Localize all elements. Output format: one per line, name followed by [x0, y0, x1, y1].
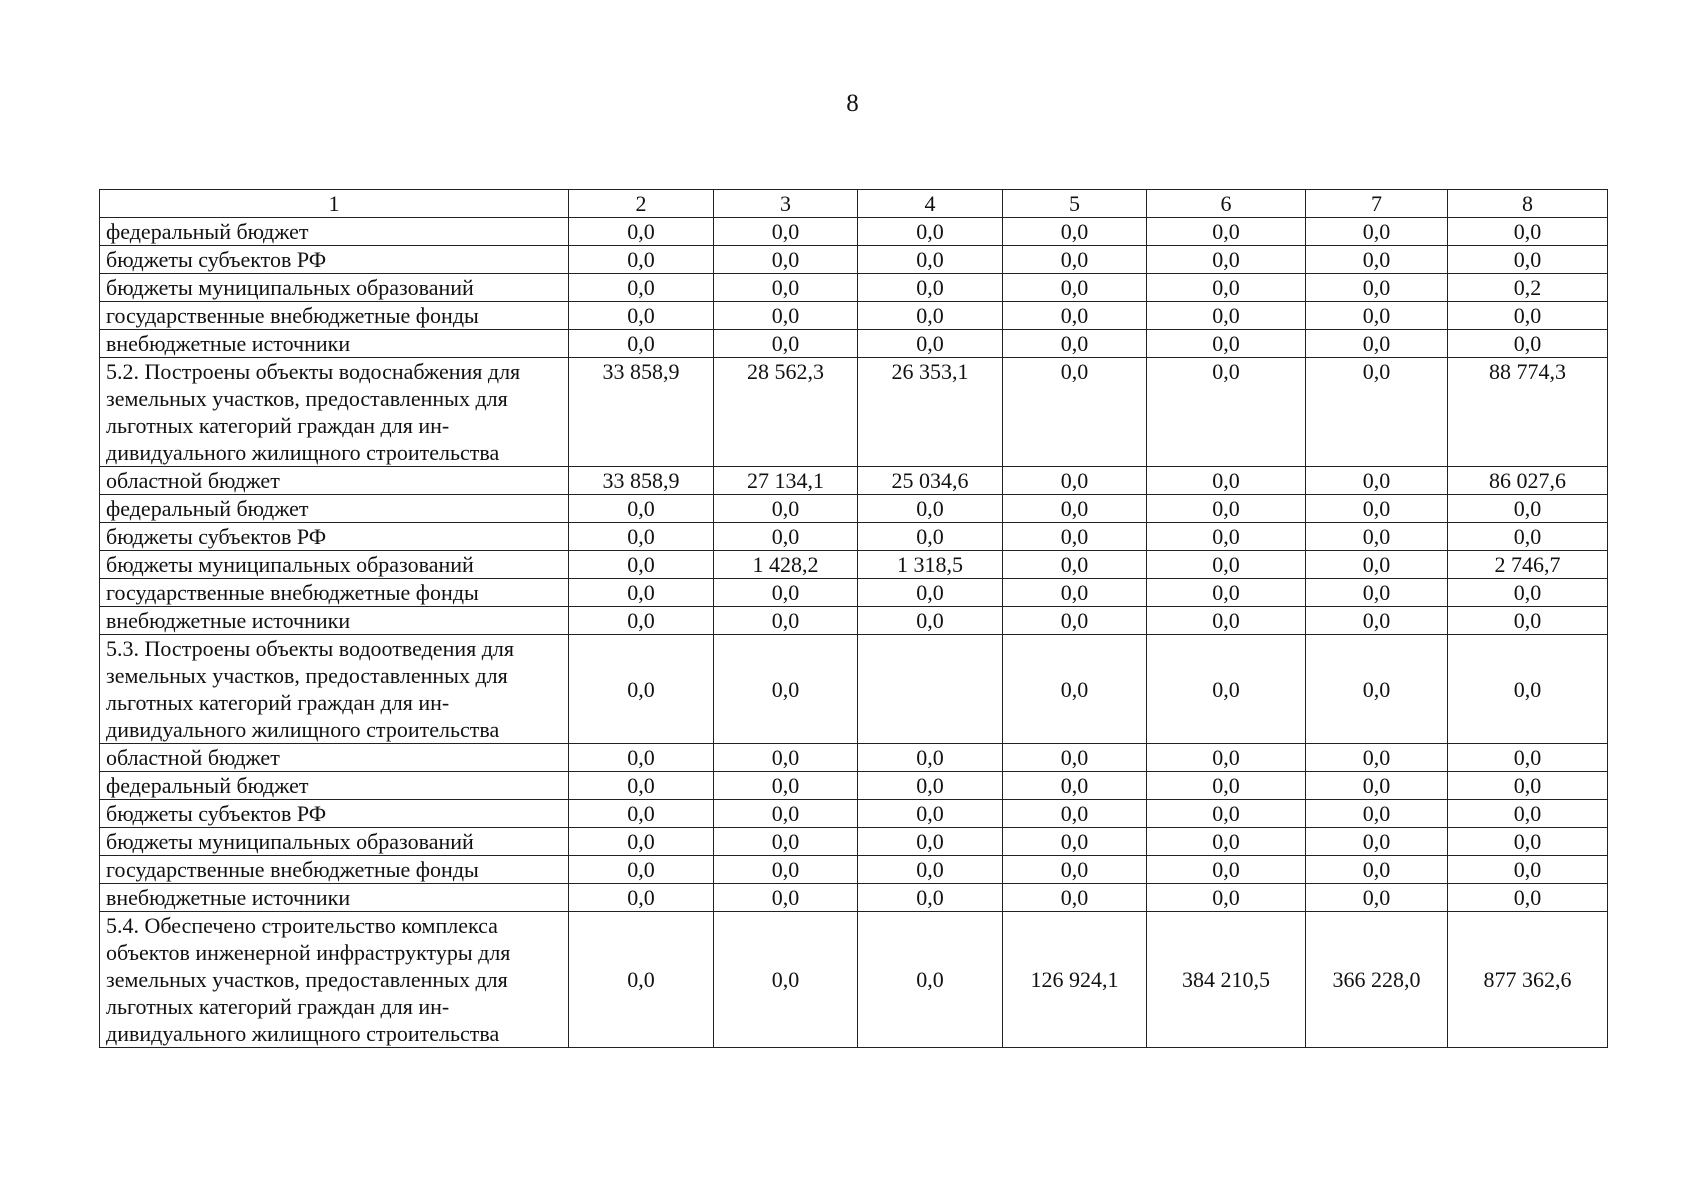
value-cell: 0,0: [858, 579, 1003, 607]
value-cell: 0,0: [1448, 884, 1608, 912]
value-cell: 0,0: [1306, 579, 1448, 607]
value-cell: 0,0: [1147, 800, 1306, 828]
column-number-header: 3: [714, 190, 858, 218]
value-cell: 0,0: [714, 856, 858, 884]
budget-source-cell: государственные внебюджетные фонды: [100, 856, 569, 884]
value-cell: 0,0: [1448, 246, 1608, 274]
value-cell: 877 362,6: [1448, 912, 1608, 1048]
value-cell: [858, 635, 1003, 744]
budget-source-cell: бюджеты муниципальных образований: [100, 274, 569, 302]
budget-source-cell: федеральный бюджет: [100, 495, 569, 523]
value-cell: 0,0: [858, 772, 1003, 800]
value-cell: 0,0: [569, 744, 714, 772]
value-cell: 0,0: [714, 828, 858, 856]
value-cell: 0,0: [1448, 330, 1608, 358]
value-cell: 27 134,1: [714, 467, 858, 495]
value-cell: 0,0: [1147, 856, 1306, 884]
value-cell: 0,0: [1003, 744, 1147, 772]
value-cell: 0,0: [569, 635, 714, 744]
table-row: [100, 467, 1608, 495]
value-cell: 0,0: [1306, 218, 1448, 246]
value-cell: 0,0: [1448, 218, 1608, 246]
value-cell: 0,0: [1003, 856, 1147, 884]
page-number: 8: [846, 90, 859, 117]
table-row: [100, 551, 1608, 579]
table-row: [100, 744, 1608, 772]
value-cell: 0,0: [1448, 579, 1608, 607]
value-cell: 0,0: [1448, 828, 1608, 856]
value-cell: 0,0: [858, 912, 1003, 1048]
value-cell: 0,0: [569, 523, 714, 551]
value-cell: 0,0: [1147, 467, 1306, 495]
budget-table: [99, 189, 1608, 1048]
value-cell: 0,0: [1448, 800, 1608, 828]
value-cell: 0,0: [1003, 579, 1147, 607]
table-section-row: [100, 912, 1608, 1048]
table-section-row: [100, 358, 1608, 467]
value-cell: 0,0: [569, 856, 714, 884]
value-cell: 0,0: [569, 246, 714, 274]
value-cell: 0,0: [1147, 218, 1306, 246]
value-cell: 0,0: [1003, 551, 1147, 579]
budget-source-cell: внебюджетные источники: [100, 884, 569, 912]
value-cell: 0,0: [858, 274, 1003, 302]
value-cell: 0,0: [1306, 274, 1448, 302]
value-cell: 26 353,1: [858, 358, 1003, 467]
value-cell: 384 210,5: [1147, 912, 1306, 1048]
value-cell: 0,0: [714, 884, 858, 912]
value-cell: 0,0: [858, 744, 1003, 772]
value-cell: 0,0: [1003, 772, 1147, 800]
budget-source-cell: внебюджетные источники: [100, 607, 569, 635]
column-number-header: 1: [100, 190, 569, 218]
value-cell: 0,0: [569, 495, 714, 523]
value-cell: 0,0: [1003, 828, 1147, 856]
budget-source-cell: бюджеты муниципальных образований: [100, 828, 569, 856]
value-cell: 0,0: [1147, 358, 1306, 467]
value-cell: 1 428,2: [714, 551, 858, 579]
value-cell: 0,0: [1003, 635, 1147, 744]
value-cell: 0,0: [1003, 274, 1147, 302]
value-cell: 0,0: [858, 607, 1003, 635]
table-row: [100, 495, 1608, 523]
value-cell: 0,0: [858, 246, 1003, 274]
value-cell: 33 858,9: [569, 358, 714, 467]
value-cell: 0,0: [1147, 828, 1306, 856]
section-title-cell: 5.4. Обеспечено строительство комплекса объектов инженерной инфраструктуры для земельных участков, предоставленных для льготных категорий граждан для ин-дивидуального жилищного строительства: [100, 912, 569, 1048]
value-cell: 0,0: [1003, 358, 1147, 467]
column-number-header: 6: [1147, 190, 1306, 218]
value-cell: 0,0: [1448, 635, 1608, 744]
value-cell: 0,0: [569, 274, 714, 302]
value-cell: 86 027,6: [1448, 467, 1608, 495]
value-cell: 0,0: [714, 523, 858, 551]
value-cell: 0,0: [569, 912, 714, 1048]
value-cell: 0,0: [1003, 800, 1147, 828]
section-title-cell: 5.2. Построены объекты водоснабжения для земельных участков, предоставленных для льготных категорий граждан для ин-дивидуального жилищного строительства: [100, 358, 569, 467]
budget-source-cell: государственные внебюджетные фонды: [100, 302, 569, 330]
value-cell: 28 562,3: [714, 358, 858, 467]
value-cell: 0,2: [1448, 274, 1608, 302]
table-row: [100, 607, 1608, 635]
budget-source-cell: федеральный бюджет: [100, 218, 569, 246]
value-cell: 0,0: [1003, 523, 1147, 551]
budget-source-cell: областной бюджет: [100, 744, 569, 772]
value-cell: 0,0: [1306, 495, 1448, 523]
value-cell: 0,0: [714, 800, 858, 828]
value-cell: 0,0: [569, 772, 714, 800]
value-cell: 0,0: [1147, 246, 1306, 274]
value-cell: 0,0: [569, 330, 714, 358]
value-cell: 0,0: [1448, 772, 1608, 800]
value-cell: 0,0: [714, 246, 858, 274]
value-cell: 0,0: [1147, 772, 1306, 800]
value-cell: 0,0: [1306, 523, 1448, 551]
value-cell: 0,0: [714, 635, 858, 744]
value-cell: 0,0: [858, 828, 1003, 856]
value-cell: 88 774,3: [1448, 358, 1608, 467]
table-row: [100, 302, 1608, 330]
value-cell: 0,0: [858, 495, 1003, 523]
value-cell: 25 034,6: [858, 467, 1003, 495]
value-cell: 0,0: [1306, 607, 1448, 635]
value-cell: 0,0: [1003, 467, 1147, 495]
value-cell: 0,0: [1306, 246, 1448, 274]
value-cell: 0,0: [1003, 607, 1147, 635]
budget-table-body: [100, 190, 1608, 1048]
value-cell: 0,0: [714, 330, 858, 358]
value-cell: 0,0: [1147, 274, 1306, 302]
value-cell: 0,0: [858, 302, 1003, 330]
table-row: [100, 856, 1608, 884]
value-cell: 0,0: [569, 218, 714, 246]
value-cell: 0,0: [714, 274, 858, 302]
budget-source-cell: областной бюджет: [100, 467, 569, 495]
value-cell: 0,0: [858, 856, 1003, 884]
value-cell: 0,0: [714, 772, 858, 800]
value-cell: 0,0: [1147, 579, 1306, 607]
budget-source-cell: государственные внебюджетные фонды: [100, 579, 569, 607]
value-cell: 0,0: [1448, 856, 1608, 884]
table-row: [100, 330, 1608, 358]
value-cell: 0,0: [569, 828, 714, 856]
value-cell: 0,0: [1448, 744, 1608, 772]
table-row: [100, 800, 1608, 828]
table-section-row: [100, 635, 1608, 744]
value-cell: 0,0: [714, 744, 858, 772]
value-cell: 0,0: [858, 523, 1003, 551]
budget-source-cell: бюджеты субъектов РФ: [100, 246, 569, 274]
table-row: [100, 523, 1608, 551]
value-cell: 0,0: [714, 912, 858, 1048]
value-cell: 0,0: [569, 607, 714, 635]
budget-source-cell: бюджеты муниципальных образований: [100, 551, 569, 579]
value-cell: 0,0: [1147, 551, 1306, 579]
value-cell: 0,0: [1003, 884, 1147, 912]
value-cell: 0,0: [1306, 302, 1448, 330]
value-cell: 0,0: [1147, 744, 1306, 772]
section-title-cell: 5.3. Построены объекты водоотведения для земельных участков, предоставленных для льготных категорий граждан для ин-дивидуального жилищного строительства: [100, 635, 569, 744]
value-cell: 0,0: [1306, 828, 1448, 856]
value-cell: 0,0: [1003, 330, 1147, 358]
value-cell: 0,0: [1306, 358, 1448, 467]
value-cell: 0,0: [714, 579, 858, 607]
column-number-header: 5: [1003, 190, 1147, 218]
value-cell: 33 858,9: [569, 467, 714, 495]
value-cell: 0,0: [569, 884, 714, 912]
value-cell: 0,0: [1003, 495, 1147, 523]
table-row: [100, 274, 1608, 302]
value-cell: 1 318,5: [858, 551, 1003, 579]
value-cell: 0,0: [1448, 495, 1608, 523]
value-cell: 366 228,0: [1306, 912, 1448, 1048]
table-row: [100, 884, 1608, 912]
value-cell: 0,0: [1147, 330, 1306, 358]
value-cell: 0,0: [714, 607, 858, 635]
value-cell: 0,0: [1003, 218, 1147, 246]
value-cell: 0,0: [858, 800, 1003, 828]
value-cell: 0,0: [1448, 523, 1608, 551]
value-cell: 0,0: [1306, 856, 1448, 884]
value-cell: 126 924,1: [1003, 912, 1147, 1048]
value-cell: 0,0: [858, 884, 1003, 912]
value-cell: 0,0: [1147, 495, 1306, 523]
value-cell: 2 746,7: [1448, 551, 1608, 579]
table-row: [100, 579, 1608, 607]
value-cell: 0,0: [1147, 884, 1306, 912]
value-cell: 0,0: [714, 218, 858, 246]
value-cell: 0,0: [1003, 246, 1147, 274]
value-cell: 0,0: [569, 800, 714, 828]
value-cell: 0,0: [1306, 635, 1448, 744]
budget-source-cell: бюджеты субъектов РФ: [100, 523, 569, 551]
value-cell: 0,0: [1306, 800, 1448, 828]
value-cell: 0,0: [1147, 523, 1306, 551]
value-cell: 0,0: [569, 579, 714, 607]
column-number-header: 2: [569, 190, 714, 218]
value-cell: 0,0: [1306, 551, 1448, 579]
value-cell: 0,0: [1306, 744, 1448, 772]
column-number-header: 8: [1448, 190, 1608, 218]
table-row: [100, 772, 1608, 800]
column-number-header: 4: [858, 190, 1003, 218]
budget-source-cell: федеральный бюджет: [100, 772, 569, 800]
value-cell: 0,0: [714, 495, 858, 523]
table-row: [100, 828, 1608, 856]
value-cell: 0,0: [1306, 330, 1448, 358]
value-cell: 0,0: [714, 302, 858, 330]
value-cell: 0,0: [1448, 607, 1608, 635]
value-cell: 0,0: [1147, 302, 1306, 330]
value-cell: 0,0: [1147, 635, 1306, 744]
value-cell: 0,0: [1003, 302, 1147, 330]
value-cell: 0,0: [1147, 607, 1306, 635]
table-row: [100, 246, 1608, 274]
value-cell: 0,0: [1306, 467, 1448, 495]
budget-source-cell: внебюджетные источники: [100, 330, 569, 358]
value-cell: 0,0: [569, 302, 714, 330]
table-row: [100, 218, 1608, 246]
column-number-header: 7: [1306, 190, 1448, 218]
value-cell: 0,0: [1448, 302, 1608, 330]
table-header-row: [100, 190, 1608, 218]
value-cell: 0,0: [1306, 772, 1448, 800]
value-cell: 0,0: [858, 218, 1003, 246]
value-cell: 0,0: [1306, 884, 1448, 912]
value-cell: 0,0: [569, 551, 714, 579]
budget-source-cell: бюджеты субъектов РФ: [100, 800, 569, 828]
value-cell: 0,0: [858, 330, 1003, 358]
